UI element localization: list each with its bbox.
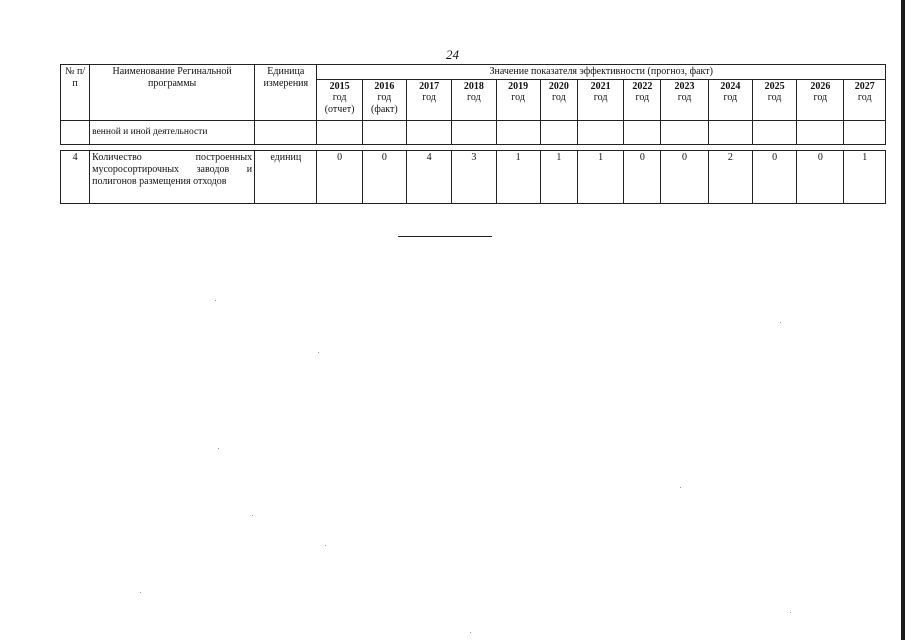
year-header-2016 [362,79,406,120]
year-value: 2024 [720,80,741,92]
row-value-2025: 0 [752,150,796,203]
continuation-value-cell [540,120,577,144]
continuation-value-cell [406,120,451,144]
row-value-2024: 2 [708,150,752,203]
year-header-2026 [797,79,844,120]
row-number: 4 [61,150,90,203]
year-value: 2023 [674,80,695,92]
row-value-2026: 0 [797,150,844,203]
continuation-text: венной и иной деятельности [90,120,255,144]
year-header-2020 [540,79,577,120]
year-header-2015 [317,79,362,120]
year-header-2025 [752,79,796,120]
row-value-2021: 1 [577,150,623,203]
page-edge-line [901,0,905,640]
continuation-value-cell [844,120,886,144]
year-label: год [813,92,828,103]
header-name: Наименование Регинальной программы [90,65,255,121]
continuation-value-cell [362,120,406,144]
continuation-value-cell [661,120,708,144]
continuation-value-cell [797,120,844,144]
row-value-2016: 0 [362,150,406,203]
efficiency-indicator-table [60,64,886,204]
year-value: 2026 [810,80,831,92]
header-unit: Единица измерения [255,65,317,121]
row-value-2027: 1 [844,150,886,203]
continuation-value-cell [752,120,796,144]
continuation-value-cell [317,120,362,144]
row-program-name: Количество построенных мусоросортирочных заводов и полигонов размещения отходов [90,150,255,203]
continuation-value-cell [577,120,623,144]
row-unit: единиц [255,150,317,203]
year-label: год [511,92,525,103]
year-label: год [767,92,782,103]
table-row [61,150,886,203]
continuation-row [61,120,886,144]
scan-speck [252,515,253,516]
continuation-num-cell [61,120,90,144]
year-label: год (факт) [371,92,398,115]
year-label: год [552,92,566,103]
scan-speck [780,322,781,323]
scan-speck [680,487,681,488]
scan-speck [215,300,216,301]
year-label: год [635,92,650,103]
year-value: 2016 [374,80,395,92]
continuation-value-cell [624,120,661,144]
row-value-2023: 0 [661,150,708,203]
header-values-title: Значение показателя эффективности (прогноз, факт) [317,65,886,80]
row-value-2022: 0 [624,150,661,203]
year-header-2019 [496,79,540,120]
header-num: № п/п [61,65,90,121]
continuation-value-cell [452,120,496,144]
year-header-2022 [624,79,661,120]
year-label: год [723,92,738,103]
scan-speck [470,632,471,633]
year-label: год [857,92,872,103]
scan-speck [140,592,141,593]
year-value: 2020 [548,80,569,92]
year-header-2024 [708,79,752,120]
row-value-2020: 1 [540,150,577,203]
year-header-2017 [406,79,451,120]
year-value: 2017 [419,80,440,92]
continuation-value-cell [708,120,752,144]
year-value: 2018 [463,80,484,92]
row-value-2019: 1 [496,150,540,203]
year-value: 2022 [632,80,653,92]
continuation-value-cell [496,120,540,144]
year-header-2021 [577,79,623,120]
year-label: год [593,92,608,103]
scan-speck [325,545,326,546]
row-value-2017: 4 [406,150,451,203]
year-value: 2019 [508,80,529,92]
scan-speck [218,448,219,449]
header-row [61,65,886,80]
page-number: 24 [446,47,459,62]
continuation-unit-cell [255,120,317,144]
scan-speck [318,352,319,353]
row-value-2015: 0 [317,150,362,203]
year-header-2023 [661,79,708,120]
year-label: год [677,92,692,103]
year-label: год [467,92,481,103]
year-header-2027 [844,79,886,120]
year-value: 2027 [854,80,875,92]
year-value: 2021 [590,80,611,92]
footer-rule [398,236,492,237]
row-value-2018: 3 [452,150,496,203]
year-value: 2015 [329,80,350,92]
scan-speck [790,612,791,613]
year-value: 2025 [764,80,785,92]
year-label: год (отчет) [324,92,355,115]
year-header-2018 [452,79,496,120]
year-label: год [422,92,436,103]
